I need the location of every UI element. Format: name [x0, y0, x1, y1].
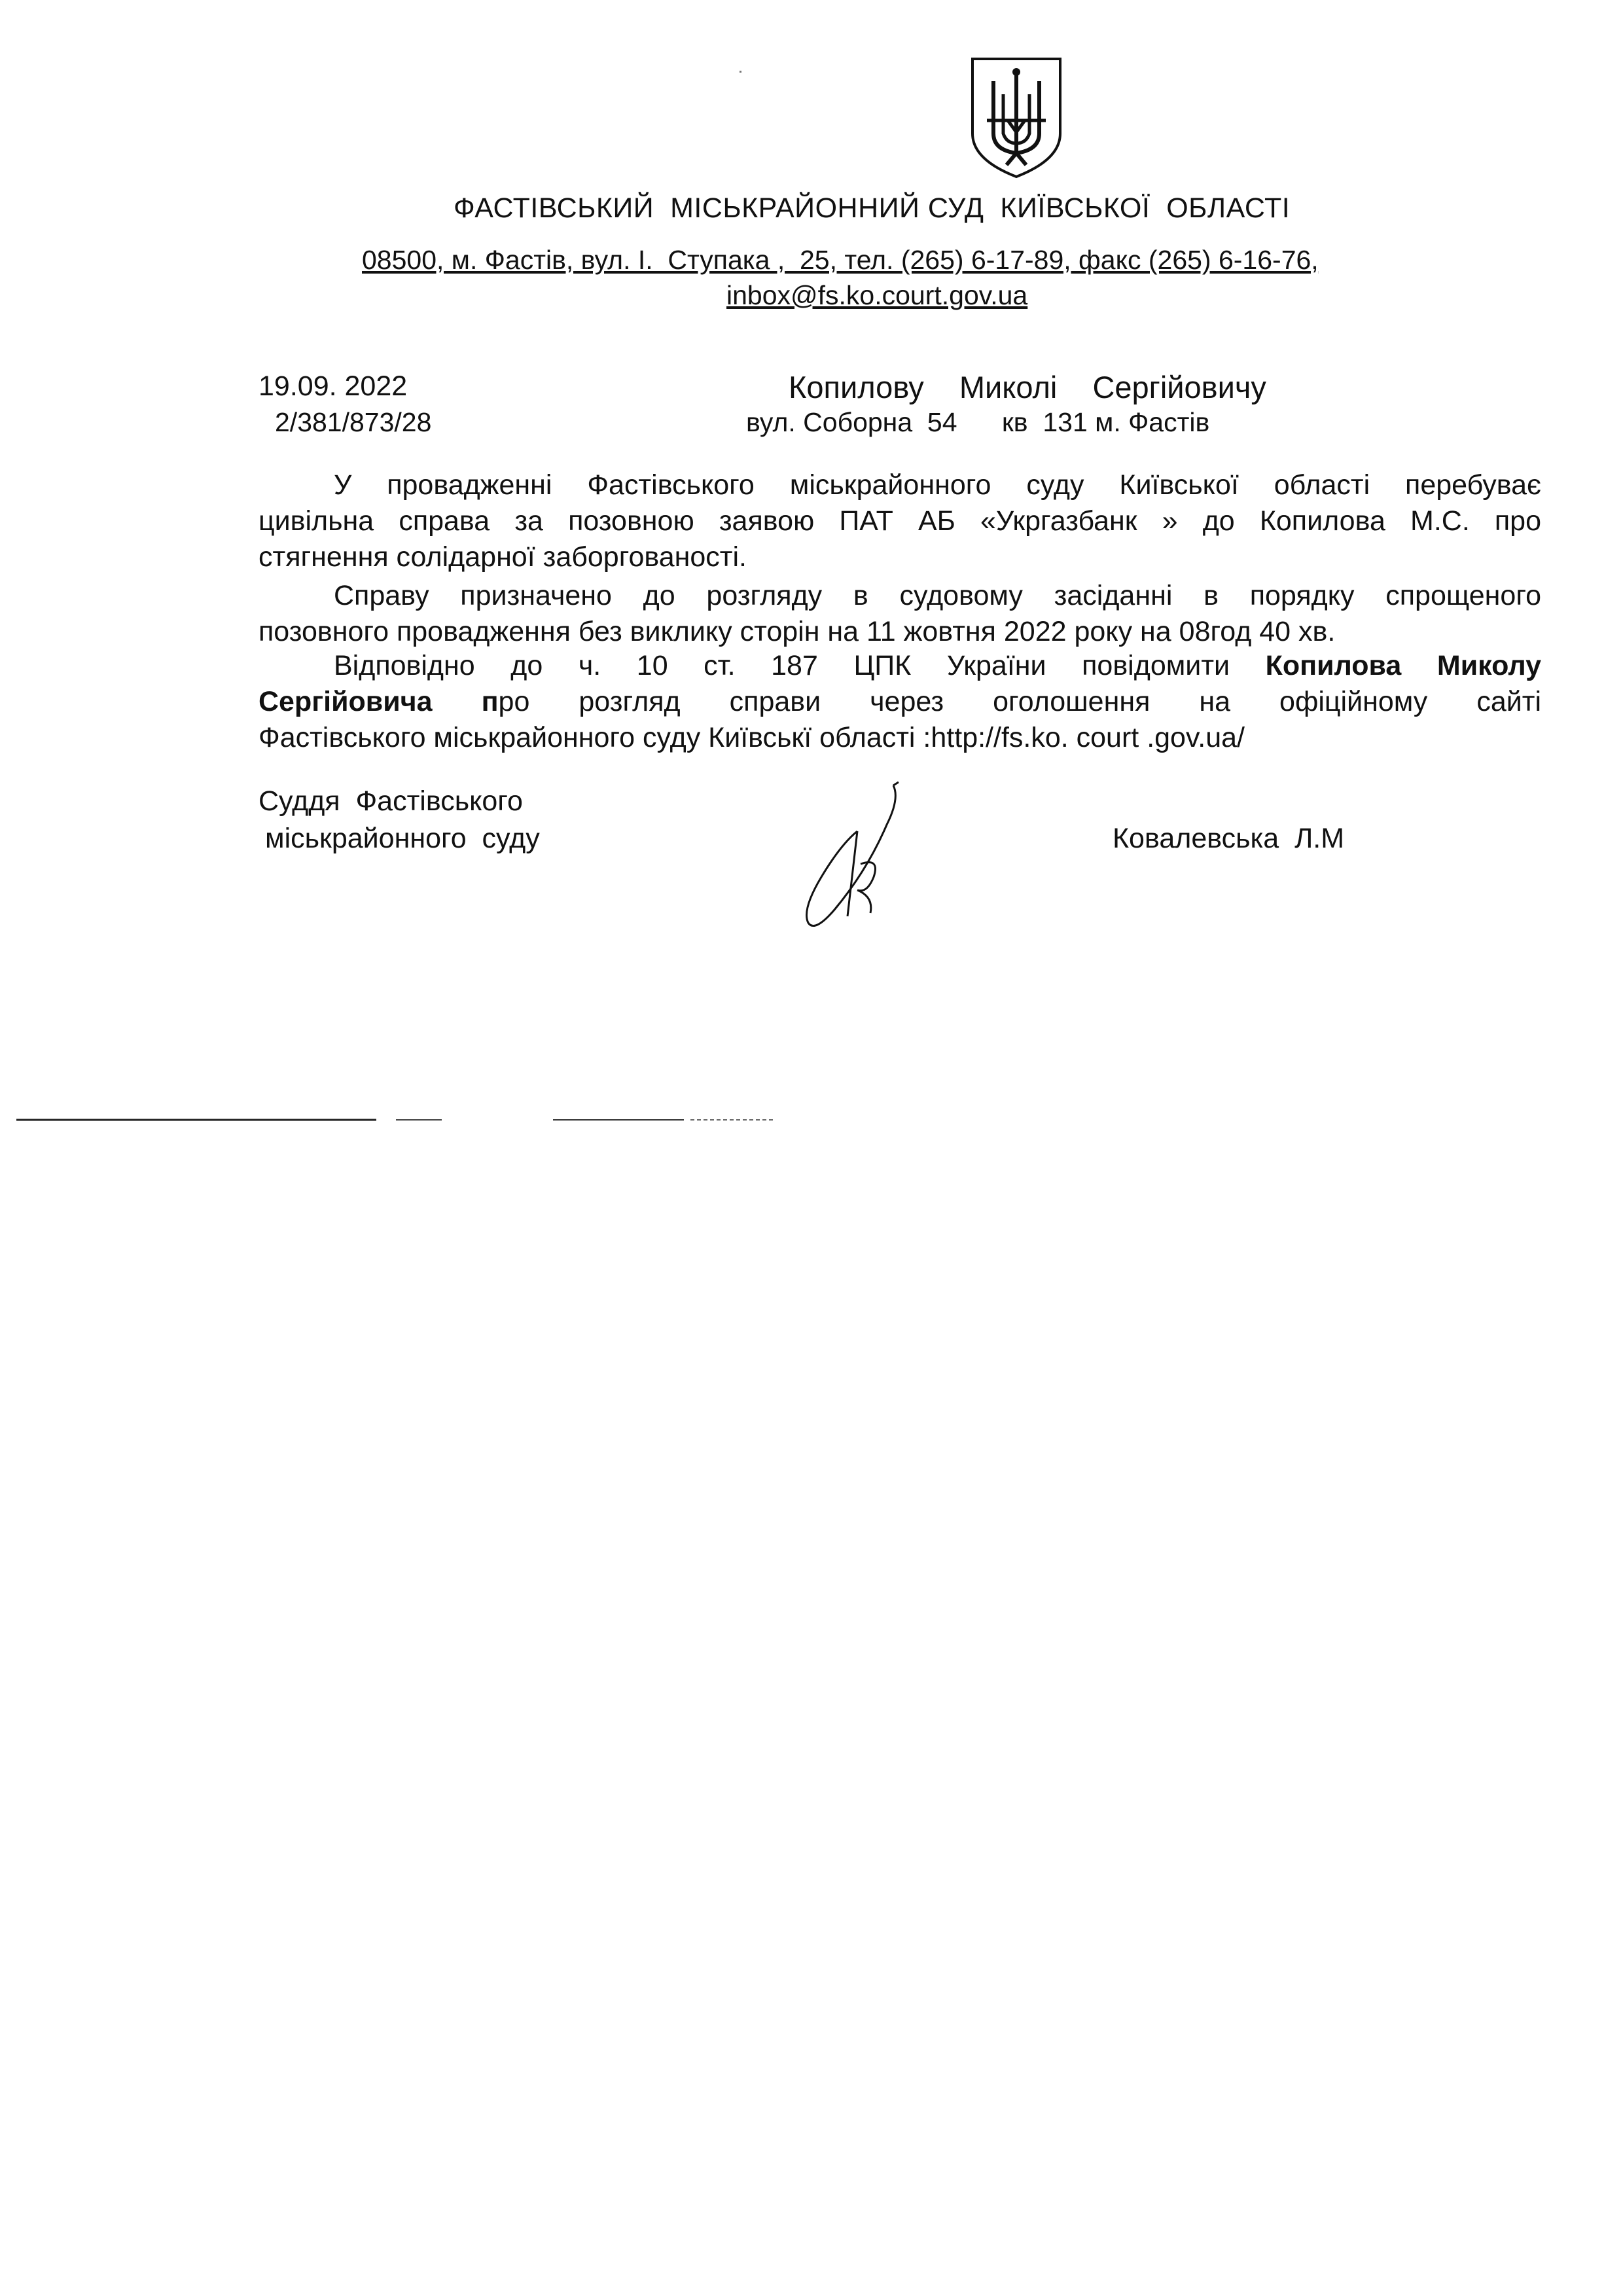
judge-title-line2: міськрайонного суду	[265, 823, 540, 854]
court-address: 08500, м. Фастів, вул. І. Ступака , 25, тел. (265) 6-17-89, факс (265) 6-16-76,	[362, 245, 1319, 275]
paragraph-hearing-schedule	[259, 578, 1541, 650]
notification-prefix: Відповідно до ч. 10 ст. 187 ЦПК України повідомити	[334, 650, 1266, 681]
recipient-address: вул. Соборна 54 кв 131 м. Фастів	[746, 407, 1210, 437]
defendant-name-part1: Копилова Миколу	[1265, 650, 1541, 681]
paragraph-line	[259, 684, 1541, 720]
paragraph-line: позовного провадження без виклику сторін на 11 жовтня 2022 року на 08год 40 хв.	[259, 616, 1336, 647]
bold-letter: п	[481, 686, 499, 717]
case-reference-number: 2/381/873/28	[275, 407, 432, 437]
letter-date: 19.09. 2022	[259, 370, 408, 402]
paragraph-line: стягнення солідарної заборгованості.	[259, 541, 747, 573]
paragraph-line: цивільна справа за позовною заявою ПАТ АБ «Укргазбанк » до Копилова М.С. про	[259, 505, 1541, 537]
scan-speck	[740, 71, 741, 73]
defendant-name-part2: Сергійовича	[259, 686, 433, 717]
paragraph-line: Фастівського міськрайонного суду Київськї області :http://fs.ko. court .gov.ua/	[259, 722, 1245, 753]
court-email	[726, 280, 1027, 311]
handwritten-signature	[795, 779, 913, 936]
recipient-name: Копилову Миколі Сергійовичу	[789, 370, 1266, 404]
judge-title-line1: Суддя Фастівського	[259, 785, 523, 817]
paragraph-case-info	[259, 467, 1541, 575]
notification-continuation: ро розгляд справи через оголошення на офіційному сайті	[498, 686, 1541, 717]
paragraph-line: У провадженні Фастівського міськрайонного суду Київської області перебуває	[334, 469, 1541, 501]
paragraph-line	[259, 648, 1541, 684]
paragraph-notification	[259, 648, 1541, 756]
coat-of-arms-trident-icon	[967, 55, 1065, 179]
paragraph-line: Справу призначено до розгляду в судовому засіданні в порядку спрощеного	[334, 580, 1541, 611]
court-name-heading: ФАСТІВСЬКИЙ МІСЬКРАЙОННИЙ СУД КИЇВСЬКОЇ ОБЛАСТІ	[454, 192, 1291, 224]
scan-artifact-line	[16, 1118, 776, 1122]
judge-name: Ковалевська Л.М	[1113, 823, 1345, 854]
court-email-link[interactable]: inbox@fs.ko.court.gov.ua	[726, 280, 1028, 310]
